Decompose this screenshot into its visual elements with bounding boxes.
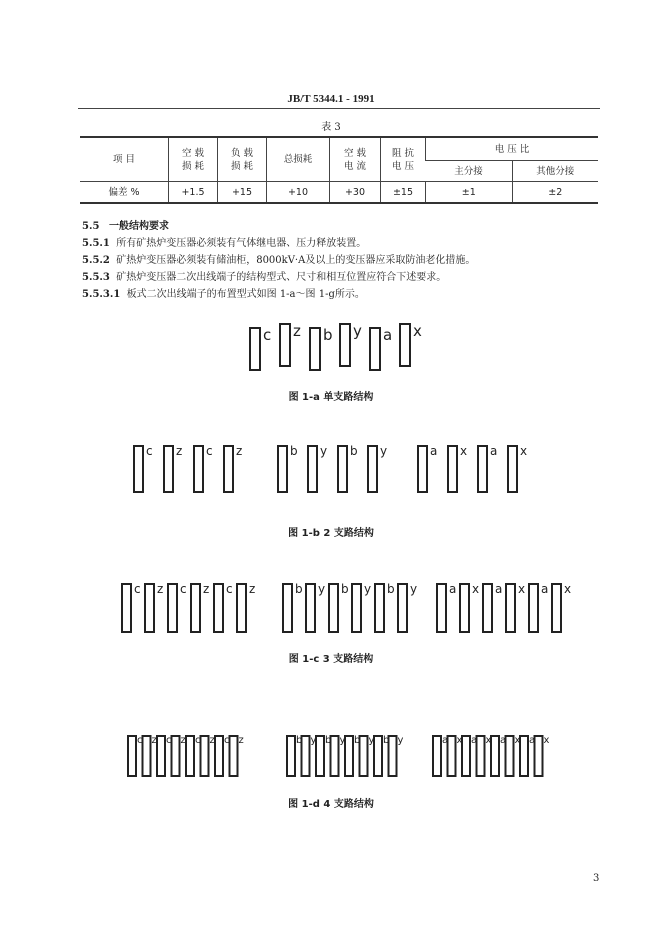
terminal-label: c	[263, 326, 272, 344]
figure-1c-terminal-diagram	[0, 570, 662, 640]
terminal-plate	[134, 446, 143, 492]
terminal-label: y	[310, 735, 317, 746]
terminal-plate	[157, 736, 165, 776]
table-cell: +10	[267, 182, 330, 204]
terminal-label: y	[368, 735, 375, 746]
terminal-label: b	[350, 444, 358, 458]
table-cell: ±2	[512, 182, 598, 204]
terminal-label: a	[495, 582, 503, 596]
section-5-5-2: 5.5.2 矿热炉变压器必须装有储油柜，8000kV·A及以上的变压器应采取防油老化措施。	[82, 255, 476, 266]
figure-1a-terminal-diagram	[0, 312, 662, 374]
terminal-plate	[224, 446, 233, 492]
section-5-5-1: 5.5.1 所有矿热炉变压器必须装有气体继电器、压力释放装置。	[82, 238, 367, 249]
col-impedance-voltage: 阻 抗 电 压	[381, 137, 426, 182]
terminal-plate	[340, 324, 350, 366]
terminal-label: c	[226, 582, 233, 596]
terminal-label: x	[485, 735, 492, 746]
terminal-plate	[316, 736, 324, 776]
table-row	[80, 182, 598, 204]
terminal-plate	[172, 736, 180, 776]
figure-1c-caption: 图 1-c 3 支路结构	[288, 654, 374, 665]
terminal-label: x	[460, 444, 468, 458]
col-total-loss: 总损耗	[267, 137, 330, 182]
terminal-label: y	[318, 582, 326, 596]
terminal-label: y	[380, 444, 388, 458]
terminal-plate	[483, 584, 492, 632]
terminal-label: x	[456, 735, 463, 746]
terminal-label: c	[137, 735, 143, 746]
terminal-label: x	[543, 735, 550, 746]
terminal-label: a	[529, 735, 536, 746]
terminal-label: z	[238, 735, 244, 746]
col-other-taps: 其他分接	[512, 161, 598, 182]
terminal-label: b	[354, 735, 361, 746]
terminal-plate	[462, 736, 470, 776]
terminal-label: z	[157, 582, 164, 596]
terminal-label: z	[180, 735, 186, 746]
terminal-label: z	[209, 735, 215, 746]
terminal-label: y	[320, 444, 328, 458]
terminal-label: x	[518, 582, 526, 596]
terminal-label: a	[383, 326, 393, 344]
terminal-plate	[278, 446, 287, 492]
figure-1a-caption: 图 1-a 单支路结构	[288, 392, 374, 403]
terminal-plate	[128, 736, 136, 776]
terminal-label: c	[134, 582, 141, 596]
terminal-plate	[230, 736, 238, 776]
terminal-label: x	[564, 582, 572, 596]
terminal-plate	[389, 736, 397, 776]
terminal-plate	[308, 446, 317, 492]
terminal-plate	[329, 584, 338, 632]
terminal-label: x	[472, 582, 480, 596]
figure-1d-caption: 图 1-d 4 支路结构	[288, 799, 374, 810]
terminal-plate	[374, 736, 382, 776]
terminal-plate	[506, 736, 514, 776]
terminal-plate	[491, 736, 499, 776]
section-5-5: 5.5 一般结构要求	[82, 221, 169, 232]
header-rule	[78, 108, 600, 109]
terminal-plate	[352, 584, 361, 632]
figure-1d-terminal-diagram	[0, 718, 662, 780]
terminal-label: a	[449, 582, 457, 596]
terminal-label: z	[236, 444, 243, 458]
terminal-label: c	[166, 735, 172, 746]
terminal-plate	[186, 736, 194, 776]
col-load-loss: 负 载 损 耗	[218, 137, 267, 182]
terminal-plate	[433, 736, 441, 776]
terminal-plate	[345, 736, 353, 776]
terminal-label: b	[387, 582, 395, 596]
terminal-plate	[437, 584, 446, 632]
tolerance-table	[80, 136, 598, 204]
terminal-plate	[194, 446, 203, 492]
table-cell: ±15	[381, 182, 426, 204]
terminal-label: z	[203, 582, 210, 596]
terminal-plate	[370, 328, 380, 370]
terminal-label: b	[383, 735, 390, 746]
terminal-label: c	[224, 735, 230, 746]
terminal-label: b	[296, 735, 303, 746]
section-5-5-3: 5.5.3 矿热炉变压器二次出线端子的结构型式、尺寸和相互位置应符合下述要求。	[82, 272, 447, 283]
col-main-tap: 主分接	[426, 161, 513, 182]
terminal-plate	[552, 584, 561, 632]
terminal-label: b	[295, 582, 303, 596]
terminal-label: y	[353, 322, 362, 340]
terminal-label: c	[180, 582, 187, 596]
terminal-plate	[360, 736, 368, 776]
terminal-plate	[122, 584, 131, 632]
terminal-plate	[477, 736, 485, 776]
terminal-label: a	[430, 444, 438, 458]
terminal-label: x	[514, 735, 521, 746]
terminal-plate	[448, 736, 456, 776]
terminal-plate	[143, 736, 151, 776]
terminal-plate	[529, 584, 538, 632]
terminal-plate	[368, 446, 377, 492]
terminal-plate	[214, 584, 223, 632]
terminal-label: b	[323, 326, 333, 344]
terminal-plate	[506, 584, 515, 632]
terminal-plate	[338, 446, 347, 492]
terminal-plate	[280, 324, 290, 366]
terminal-label: z	[293, 322, 301, 340]
table-caption: 表 3	[321, 122, 341, 133]
terminal-plate	[448, 446, 457, 492]
terminal-plate	[237, 584, 246, 632]
terminal-plate	[460, 584, 469, 632]
terminal-plate	[145, 584, 154, 632]
terminal-plate	[302, 736, 310, 776]
figure-1b-caption: 图 1-b 2 支路结构	[288, 528, 374, 539]
terminal-plate	[287, 736, 295, 776]
terminal-label: y	[410, 582, 418, 596]
terminal-label: c	[195, 735, 201, 746]
terminal-label: c	[206, 444, 213, 458]
standard-number: JB/T 5344.1 - 1991	[287, 93, 375, 105]
terminal-plate	[306, 584, 315, 632]
terminal-label: x	[413, 322, 422, 340]
terminal-plate	[418, 446, 427, 492]
terminal-label: x	[520, 444, 528, 458]
terminal-label: c	[146, 444, 153, 458]
terminal-plate	[535, 736, 543, 776]
terminal-plate	[400, 324, 410, 366]
col-noload-current: 空 载 电 流	[330, 137, 381, 182]
table-cell: ±1	[426, 182, 513, 204]
terminal-plate	[398, 584, 407, 632]
terminal-label: z	[249, 582, 256, 596]
table-cell: +30	[330, 182, 381, 204]
terminal-label: a	[500, 735, 507, 746]
col-voltage-ratio: 电 压 比	[426, 137, 599, 161]
figure-1b-terminal-diagram	[0, 438, 662, 500]
terminal-plate	[310, 328, 320, 370]
table-cell: +15	[218, 182, 267, 204]
terminal-plate	[283, 584, 292, 632]
col-noload-loss: 空 载 损 耗	[169, 137, 218, 182]
terminal-label: b	[341, 582, 349, 596]
table-cell: +1.5	[169, 182, 218, 204]
terminal-plate	[215, 736, 223, 776]
terminal-plate	[508, 446, 517, 492]
terminal-plate	[331, 736, 339, 776]
terminal-label: y	[339, 735, 346, 746]
terminal-plate	[375, 584, 384, 632]
terminal-plate	[520, 736, 528, 776]
terminal-label: b	[290, 444, 298, 458]
terminal-plate	[168, 584, 177, 632]
terminal-label: a	[490, 444, 498, 458]
col-item: 项 目	[112, 154, 136, 165]
terminal-label: z	[176, 444, 183, 458]
terminal-label: a	[471, 735, 478, 746]
terminal-label: y	[364, 582, 372, 596]
terminal-label: a	[541, 582, 549, 596]
page-number: 3	[593, 873, 600, 884]
terminal-label: a	[442, 735, 449, 746]
terminal-label: z	[151, 735, 157, 746]
terminal-plate	[164, 446, 173, 492]
terminal-plate	[478, 446, 487, 492]
terminal-plate	[201, 736, 209, 776]
terminal-plate	[250, 328, 260, 370]
terminal-label: b	[325, 735, 332, 746]
terminal-label: y	[397, 735, 404, 746]
row-label: 偏差 %	[80, 182, 169, 204]
terminal-plate	[191, 584, 200, 632]
section-5-5-3-1: 5.5.3.1 板式二次出线端子的布置型式如图 1-a～图 1-g所示。	[82, 289, 365, 300]
